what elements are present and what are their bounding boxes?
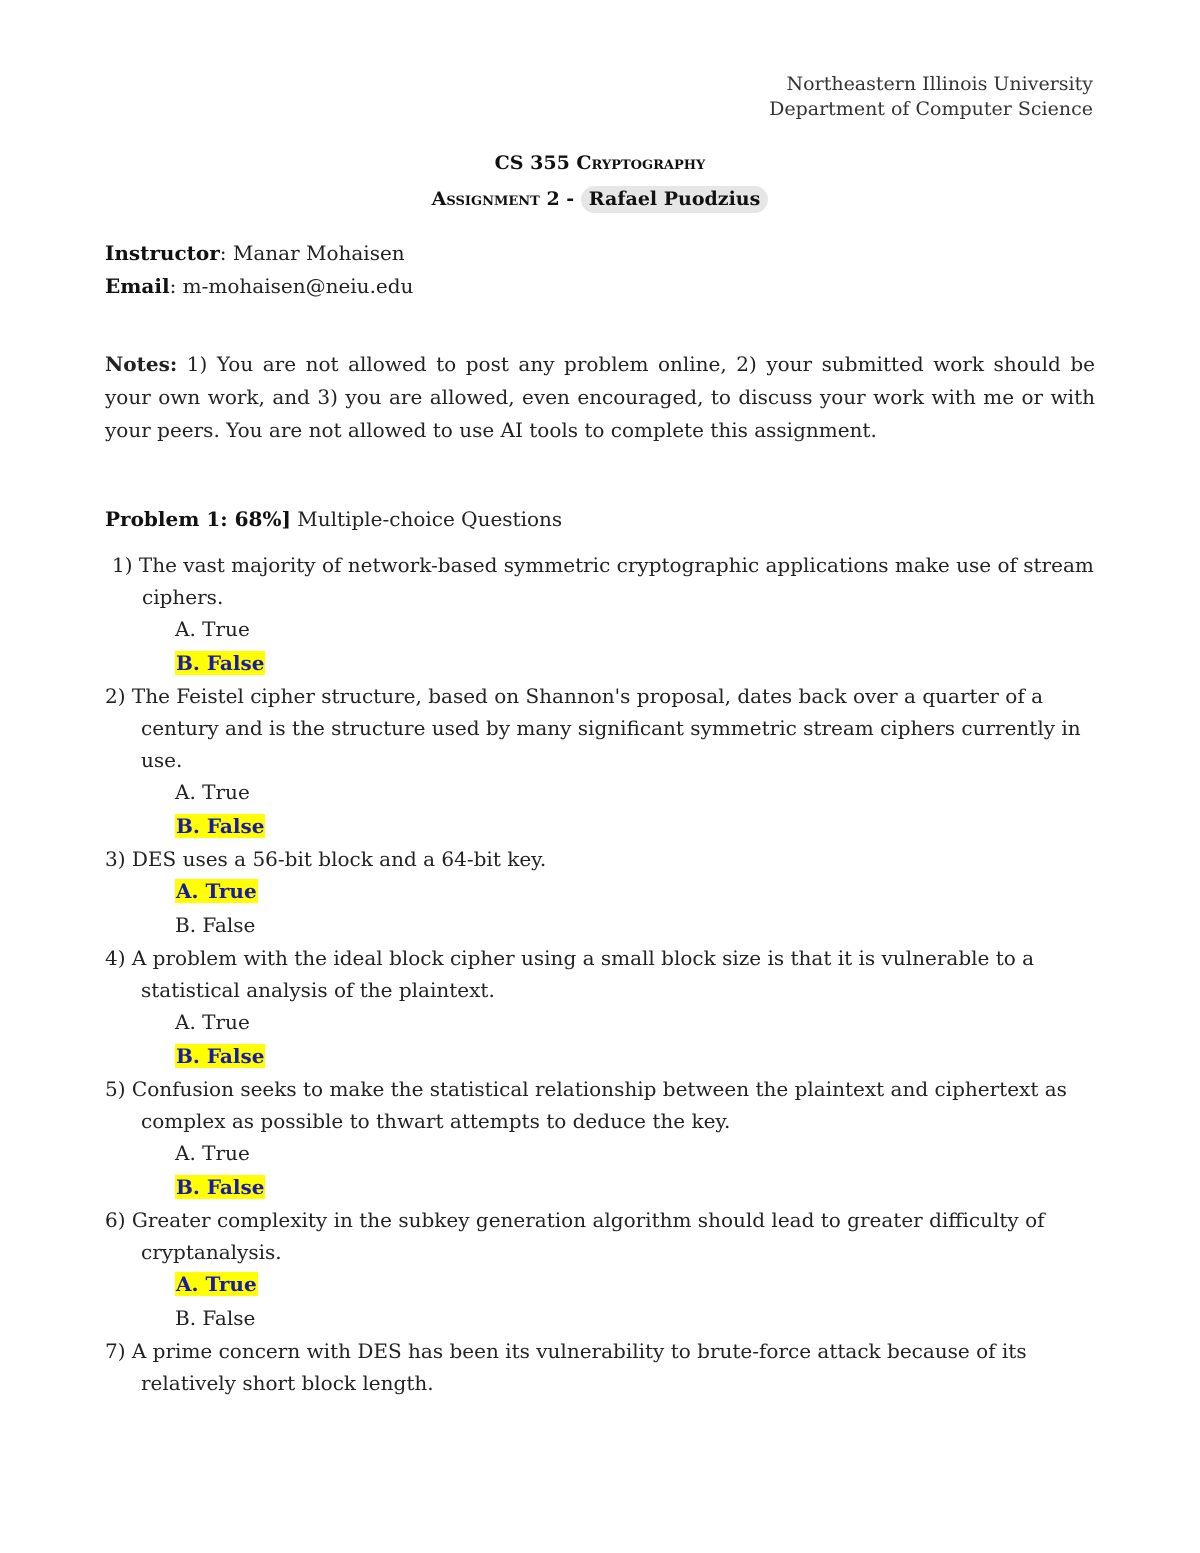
question-text: 5) Confusion seeks to make the statistical relationship between the plaintext and ciphertext as complex as possible to thwart attempts to deduce the key. [105,1077,1067,1133]
question-text: 1) The vast majority of network-based symmetric cryptographic applications make use of stream ciphers. [112,553,1094,609]
selected-answer: B. False [176,1043,265,1068]
assignment-title [0,186,1200,213]
notes-label: Notes: [105,352,178,376]
choice-label: A. True [175,780,250,804]
question-text: 4) A problem with the ideal block cipher using a small block size is that it is vulnerable to a statistical analysis of the plaintext. [105,946,1035,1002]
email-line [105,273,413,299]
choice-b-selected [105,810,1095,844]
question-1 [105,549,1095,680]
selected-answer: B. False [176,813,265,838]
choice-b-selected [105,1040,1095,1074]
email-value: : m-mohaisen@neiu.edu [169,274,414,298]
notes-paragraph [105,348,1095,447]
question-text: 2) The Feistel cipher structure, based on Shannon's proposal, dates back over a quarter of a century and is the structure used by many significant symmetric stream ciphers currently in use. [105,684,1081,772]
course-title [0,152,1200,174]
question-6 [105,1204,1095,1335]
choice-b-selected [105,647,1095,681]
choice-label: B. False [175,1305,256,1330]
question-5 [105,1073,1095,1204]
choice-a [105,613,1095,647]
choice-label: A. True [175,1141,250,1165]
department-name: Department of Computer Science [769,98,1093,120]
question-7 [105,1335,1095,1399]
assignment-label: Assignment 2 - [431,188,575,210]
choice-a [105,776,1095,810]
question-4 [105,942,1095,1073]
choice-a-selected [105,875,1095,909]
student-name-chip: Rafael Puodzius [581,186,769,213]
question-text: 3) DES uses a 56-bit block and a 64-bit key. [105,847,547,871]
selected-answer: B. False [176,1174,265,1199]
choice-a [105,1006,1095,1040]
problem-1-heading [105,505,562,533]
problem-1-label: Problem 1: 68%] [105,507,291,531]
choice-b [105,1302,1095,1336]
question-text: 7) A prime concern with DES has been its vulnerability to brute-force attack because of its relatively short block length. [105,1339,1027,1395]
choice-label: A. True [175,617,250,641]
instructor-name: : Manar Mohaisen [219,241,405,265]
selected-answer: B. False [176,650,265,675]
email-label: Email [105,274,170,298]
choice-a [105,1137,1095,1171]
selected-answer: A. True [176,879,257,903]
course-title-text: CS 355 Cryptography [494,152,706,174]
choice-label: A. True [175,1010,250,1034]
selected-answer: A. True [176,1272,257,1296]
question-text: 6) Greater complexity in the subkey generation algorithm should lead to greater difficulty of cryptanalysis. [105,1208,1045,1264]
question-2 [105,680,1095,843]
choice-b [105,909,1095,943]
document-header [769,72,1093,122]
question-list [105,549,1095,1399]
university-name: Northeastern Illinois University [786,73,1093,95]
choice-label: B. False [175,912,256,937]
notes-text: 1) You are not allowed to post any problem online, 2) your submitted work should be your own work, and 3) you are allowed, even encouraged, to discuss your work with me or with your peers. You are not allowed to use AI tools to complete this assignment. [105,352,1095,442]
choice-b-selected [105,1171,1095,1205]
choice-a-selected [105,1268,1095,1302]
instructor-line [105,240,405,266]
question-3 [105,843,1095,942]
problem-1-title: Multiple-choice Questions [290,507,563,531]
instructor-label: Instructor [105,241,220,265]
